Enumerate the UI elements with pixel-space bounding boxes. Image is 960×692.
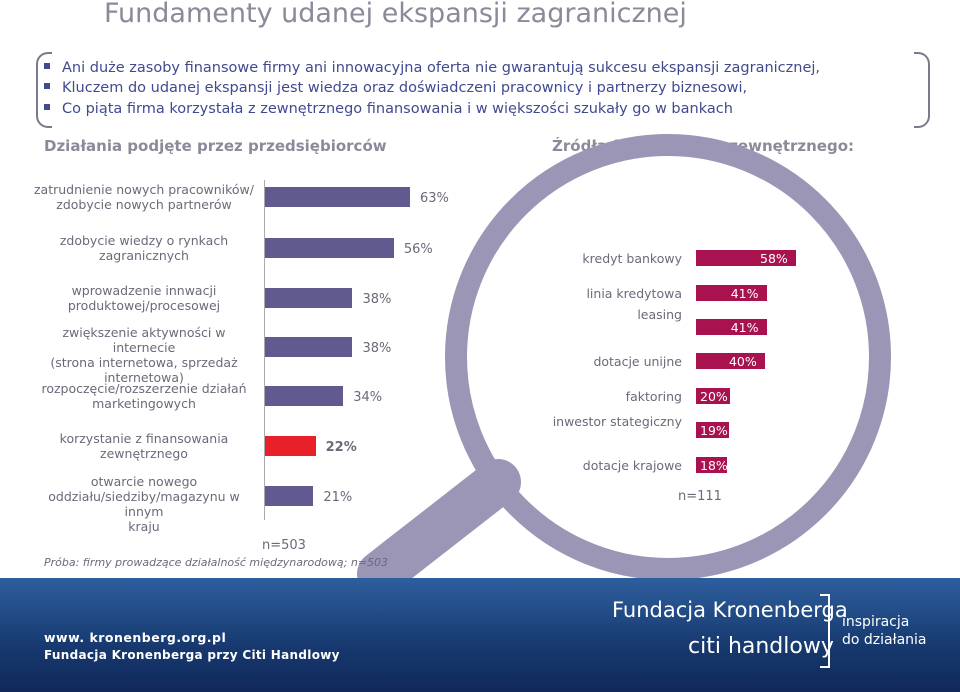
- left-chart-title: Działania podjęte przez przedsiębiorców: [44, 137, 387, 155]
- bar-value-label: 41%: [730, 320, 759, 335]
- bar-action-6: [265, 486, 313, 506]
- bar-value-label: 56%: [403, 242, 433, 257]
- bullet-item: Ani duże zasoby finansowe firmy ani innowacyjna oferta nie gwarantują sukcesu ekspansji zagranicznej,: [44, 60, 820, 76]
- footer-org: Fundacja Kronenberga przy Citi Handlowy: [44, 648, 340, 662]
- footer-url-link[interactable]: www. kronenberg.org.pl: [44, 630, 227, 645]
- left-chart-n: n=503: [262, 538, 306, 553]
- category-label: kredyt bankowy: [582, 251, 682, 266]
- bullet-item: Kluczem do udanej ekspansji jest wiedza oraz doświadczeni pracownicy i partnerzy biznesowi,: [44, 80, 747, 96]
- bar-value-label: 18%: [700, 458, 728, 473]
- sample-note: Próba: firmy prowadzące działalność międzynarodową; n=503: [44, 556, 389, 569]
- category-label: faktoring: [625, 389, 682, 404]
- bar-value-label: 58%: [760, 251, 788, 266]
- right-chart-n: n=111: [678, 489, 722, 504]
- bar-value-label: 41%: [730, 286, 759, 301]
- bar-value-label: 63%: [420, 191, 449, 206]
- category-label: linia kredytowa: [586, 286, 682, 301]
- category-label: zwiększenie aktywności w internecie (strona internetowa, sprzedaż internetowa): [50, 324, 238, 385]
- bar-value-label: 19%: [700, 423, 728, 438]
- footer-tagline-1: inspiracja: [842, 614, 910, 630]
- right-chart-title: Źródła finansowania zewnętrznego:: [552, 137, 855, 155]
- category-label: zdobycie wiedzy o rynkach zagranicznych: [59, 233, 229, 263]
- category-label: leasing: [637, 307, 682, 322]
- footer-brand-logo: Fundacja Kronenberga: [612, 598, 848, 622]
- category-label: inwestor stategiczny: [552, 414, 682, 429]
- bar-value-label: 22%: [325, 440, 357, 455]
- bar-value-label: 34%: [353, 390, 383, 405]
- category-label: dotacje unijne: [593, 354, 682, 369]
- category-label: dotacje krajowe: [582, 458, 682, 473]
- bar-value-label: 38%: [362, 292, 392, 307]
- category-label: korzystanie z finansowania zewnętrznego: [59, 431, 229, 461]
- category-label: wprowadzenie innwacji produktowej/procesowej: [67, 283, 221, 313]
- category-label: zatrudnienie nowych pracowników/ zdobycie nowych partnerów: [34, 182, 254, 212]
- bar-action-0: [265, 187, 410, 207]
- footer-bracket: [820, 594, 830, 668]
- bar-action-5: [265, 436, 316, 456]
- bar-action-3: [265, 337, 352, 357]
- bar-action-1: [265, 238, 394, 258]
- citi-handlowy-logo: citi handlowy: [688, 634, 834, 659]
- bar-action-2: [265, 288, 352, 308]
- bar-action-4: [265, 386, 343, 406]
- category-label: otwarcie nowego oddziału/siedziby/magazynu w innym kraju: [48, 473, 240, 534]
- page-title: Fundamenty udanej ekspansji zagranicznej: [104, 0, 687, 29]
- bar-value-label: 21%: [323, 490, 353, 505]
- bar-value-label: 20%: [700, 389, 728, 404]
- bullet-item: Co piąta firma korzystała z zewnętrznego finansowania i w większości szukały go w bankach: [44, 101, 733, 117]
- bar-value-label: 40%: [728, 354, 757, 369]
- footer-tagline-2: do działania: [842, 632, 927, 648]
- bar-value-label: 38%: [362, 341, 392, 356]
- category-label: rozpoczęcie/rozszerzenie działań marketingowych: [41, 381, 247, 411]
